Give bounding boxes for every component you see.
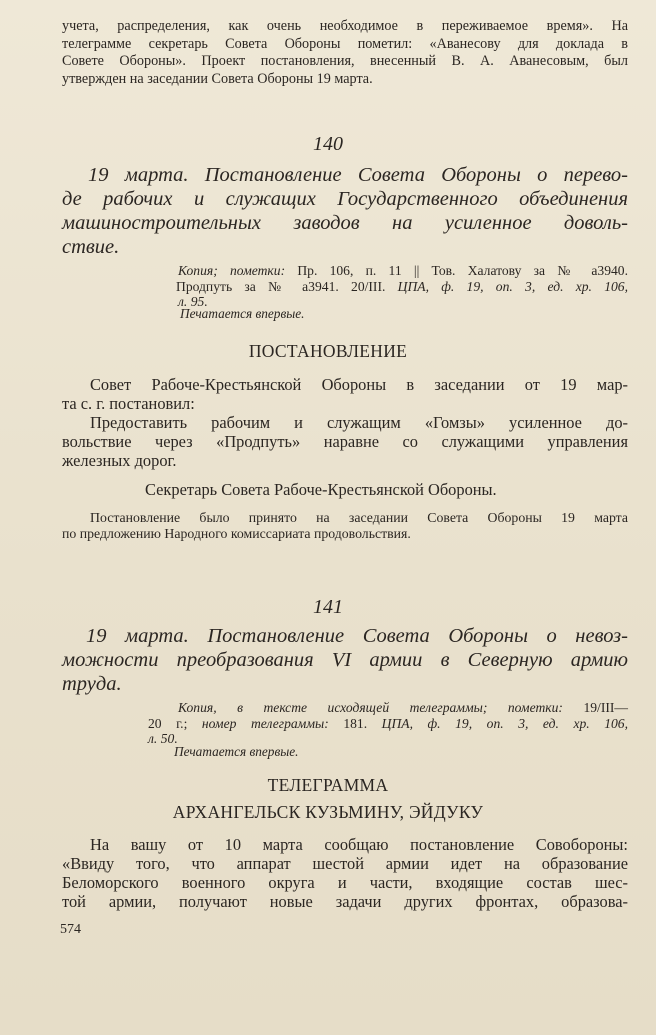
body-line: Совет Рабоче-Крестьянской Обороны в заседании от 19 мар- [90,375,628,394]
archival-reference-140 [178,263,628,310]
body-line: «Ввиду того, что аппарат шестой армии идет на образование [62,854,628,873]
document-title-141 [62,624,628,696]
title-line: 19 марта. Постановление Совета Обороны о невоз- [86,625,628,647]
title-line: ствие. [62,236,120,258]
meta-plain: 20 г.; [148,715,202,731]
resolution-body [62,375,628,470]
editorial-note-140 [62,510,628,541]
meta-line [178,263,628,279]
meta-italic: Копия; пометки: [178,263,286,278]
body-line: Предоставить рабочим и служащим «Гомзы» усиленное до- [90,413,628,432]
note-line: по предложению Народного комиссариата продовольствия. [62,525,411,541]
body-line: железных дорог. [62,451,177,470]
heading-telegram: ТЕЛЕГРАММА [267,775,389,795]
intro-line: учета, распределения, как очень необходимое в переживаемое время». На [62,18,628,34]
archival-reference-141 [148,700,629,747]
body-line: На вашу от 10 марта сообщаю постановление Совобороны: [90,835,628,854]
meta-line [178,700,628,716]
meta-italic: л. 95. [178,294,208,309]
document-number-141: 141 [313,596,343,618]
body-line: Беломорского военного округа и части, входящие состав шес- [62,873,628,892]
body-line: та с. г. постановил: [62,394,195,413]
meta-plain: Продпуть за № а3941. 20/III. [176,278,398,294]
meta-plain: 19/III— [562,700,628,715]
heading-resolution: ПОСТАНОВЛЕНИЕ [248,341,408,361]
intro-line: телеграмме секретарь Совета Обороны пометил: «Аванесову для доклада в [62,35,628,52]
page-number: 574 [60,922,81,937]
meta-line [176,279,628,295]
meta-italic: номер телеграммы: [201,715,329,731]
intro-line: утвержден на заседании Совета Обороны 19 марта. [62,70,373,87]
intro-paragraph [62,18,628,88]
meta-plain: 181. [328,715,382,731]
telegram-body [62,835,628,911]
title-line: можности преобразования VI армии в Северную армию [62,649,628,671]
meta-italic: ЦПА, ф. 19, оп. 3, ед. хр. 106, [381,715,629,731]
meta-line [148,716,628,732]
document-number-140: 140 [313,133,343,155]
title-line: машиностроительных заводов на усиленное доволь- [62,212,628,234]
meta-italic: ЦПА, ф. 19, оп. 3, ед. хр. 106, [397,278,628,294]
meta-italic: л. 50. [148,731,178,746]
signature-line: Секретарь Совета Рабоче-Крестьянской Обороны. [145,480,497,499]
body-line: той армии, получают новые задачи других фронтах, образова- [62,892,628,911]
note-line: Постановление было принято на заседании Совета Обороны 19 марта [90,510,628,525]
meta-plain: Пр. 106, п. 11 || Тов. Халатову за № а3940. [285,263,628,278]
first-printed-note-140: Печатается впервые. [180,306,305,321]
intro-line: Совете Обороны». Проект постановления, внесенный В. А. Аванесовым, был [62,53,628,69]
body-line: вольствие через «Продпуть» наравне со служащими управления [62,432,628,451]
title-line: де рабочих и служащих Государственного объединения [62,188,628,210]
heading-addressees: АРХАНГЕЛЬСК КУЗЬМИНУ, ЭЙДУКУ [172,802,484,822]
title-line: труда. [62,673,122,695]
first-printed-note-141: Печатается впервые. [174,744,299,759]
title-line: 19 марта. Постановление Совета Обороны о перево- [88,164,628,186]
document-title-140 [62,163,628,259]
meta-italic: Копия, в тексте исходящей телеграммы; пометки: [178,700,563,715]
